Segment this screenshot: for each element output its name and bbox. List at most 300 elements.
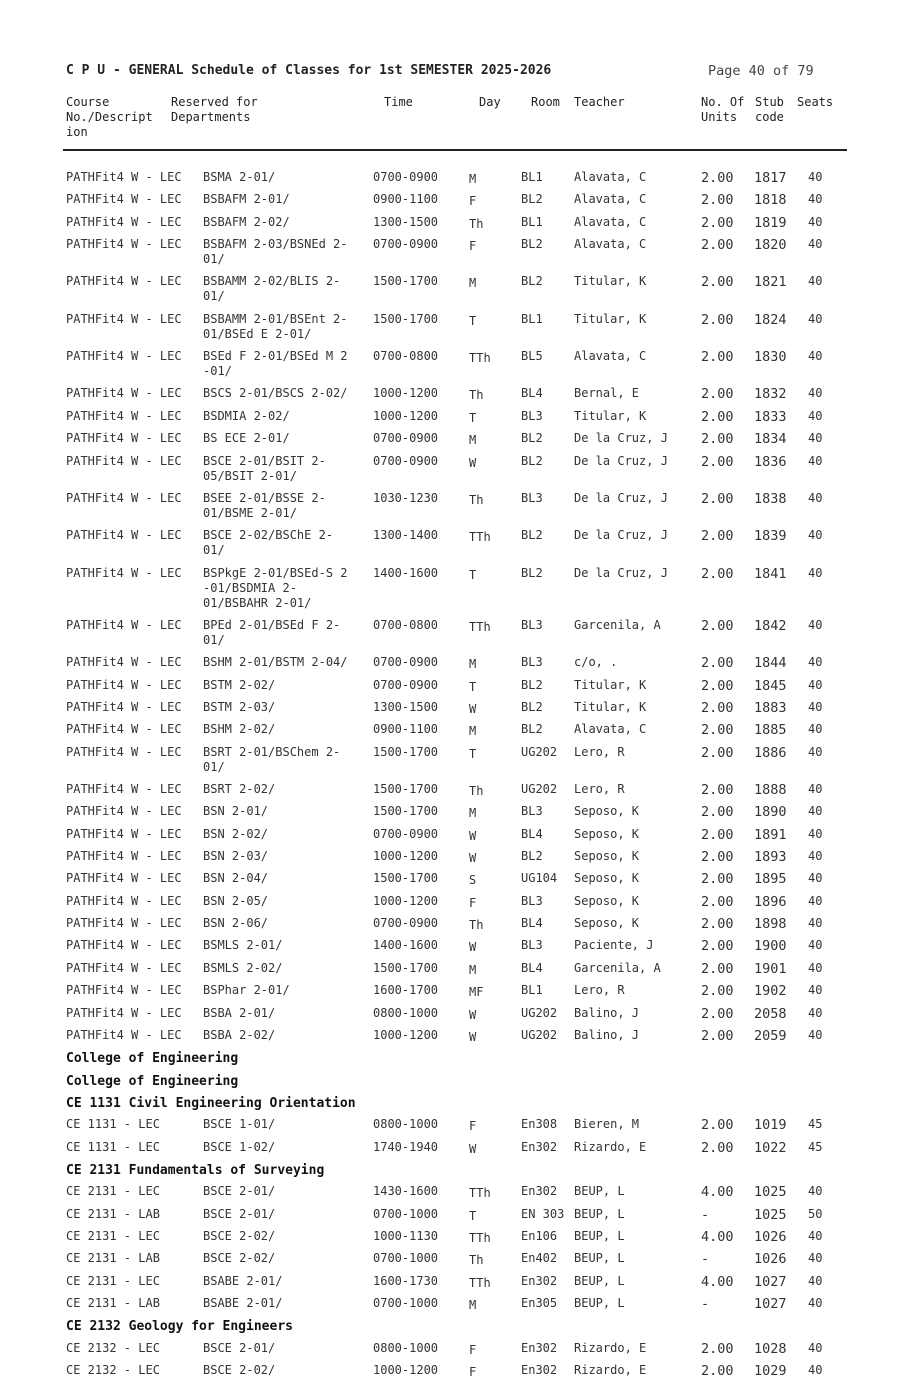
stub-code-cell: 1845 — [754, 677, 787, 694]
department-cell: BSABE 2-01/ — [203, 1273, 283, 1288]
time-cell: 1500-1700 — [373, 274, 439, 289]
section-heading: College of Engineering — [66, 1051, 239, 1067]
time-cell: 1400-1600 — [373, 938, 439, 953]
room-cell: En302 — [521, 1363, 558, 1378]
course-cell: PATHFit4 W - LEC — [66, 1005, 182, 1020]
department-cell: BSN 2-03/ — [203, 849, 269, 864]
stub-code-cell: 1883 — [754, 699, 787, 716]
teacher-cell: Titular, K — [574, 699, 647, 714]
teacher-cell: De la Cruz, J — [574, 490, 668, 505]
room-cell: UG104 — [521, 871, 558, 886]
teacher-cell: Seposo, K — [574, 871, 640, 886]
stub-code-cell: 1830 — [754, 349, 787, 366]
column-header-time: Time — [384, 95, 413, 109]
units-cell: 2.00 — [701, 490, 734, 507]
department-cell: BSMLS 2-01/ — [203, 938, 283, 953]
room-cell: En402 — [521, 1251, 558, 1266]
units-cell: 2.00 — [701, 804, 734, 821]
time-cell: 0800-1000 — [373, 1117, 439, 1132]
seats-cell: 40 — [808, 214, 823, 229]
section-heading: CE 2131 Fundamentals of Surveying — [66, 1162, 325, 1178]
units-cell: 2.00 — [701, 744, 734, 761]
teacher-cell: Balino, J — [574, 1027, 640, 1042]
room-cell: En302 — [521, 1273, 558, 1288]
teacher-cell: Seposo, K — [574, 804, 640, 819]
units-cell: 2.00 — [701, 677, 734, 694]
department-cell: BSTM 2-02/ — [203, 677, 276, 692]
department-cell: BSCE 1-02/ — [203, 1139, 276, 1154]
course-cell: PATHFit4 W - LEC — [66, 744, 182, 759]
seats-cell: 40 — [808, 617, 823, 632]
stub-code-cell: 1902 — [754, 983, 787, 1000]
room-cell: BL1 — [521, 983, 543, 998]
department-cell: BSBAFM 2-01/ — [203, 192, 290, 207]
department-cell: BSBAMM 2-01/BSEnt 2- 01/BSEd E 2-01/ — [203, 311, 348, 341]
day-cell: Th — [469, 388, 484, 403]
course-cell: CE 2131 - LAB — [66, 1251, 160, 1266]
department-cell: BSCE 2-01/BSIT 2- 05/BSIT 2-01/ — [203, 453, 326, 483]
course-cell: PATHFit4 W - LEC — [66, 386, 182, 401]
stub-code-cell: 1026 — [754, 1229, 787, 1245]
day-cell: F — [469, 194, 477, 209]
teacher-cell: Titular, K — [574, 274, 647, 289]
room-cell: BL2 — [521, 677, 543, 692]
stub-code-cell: 1895 — [754, 871, 787, 888]
time-cell: 1740-1940 — [373, 1139, 439, 1154]
units-cell: - — [701, 1251, 710, 1268]
time-cell: 0900-1100 — [373, 192, 439, 207]
room-cell: BL5 — [521, 349, 543, 364]
teacher-cell: BEUP, L — [574, 1229, 625, 1243]
time-cell: 1300-1500 — [373, 699, 439, 714]
room-cell: BL4 — [521, 960, 543, 975]
course-cell: CE 1131 - LEC — [66, 1117, 160, 1132]
stub-code-cell: 1832 — [754, 386, 787, 403]
time-cell: 0900-1100 — [373, 722, 439, 737]
teacher-cell: BEUP, L — [574, 1206, 625, 1221]
day-cell: T — [469, 567, 477, 582]
units-cell: 2.00 — [701, 1363, 734, 1380]
day-cell: Th — [469, 492, 484, 507]
room-cell: BL1 — [521, 311, 543, 326]
teacher-cell: Alavata, C — [574, 237, 647, 252]
units-cell: 2.00 — [701, 1005, 734, 1022]
units-cell: 2.00 — [701, 565, 734, 582]
day-cell: M — [469, 433, 477, 448]
seats-cell: 40 — [808, 826, 823, 841]
room-cell: BL2 — [521, 565, 543, 580]
room-cell: BL3 — [521, 804, 543, 819]
units-cell: 2.00 — [701, 214, 734, 231]
time-cell: 0700-0900 — [373, 655, 439, 670]
seats-cell: 40 — [808, 849, 823, 864]
stub-code-cell: 2058 — [754, 1005, 787, 1022]
teacher-cell: Bernal, E — [574, 386, 640, 401]
course-cell: PATHFit4 W - LEC — [66, 408, 182, 423]
time-cell: 0700-0900 — [373, 677, 439, 692]
teacher-cell: Balino, J — [574, 1005, 640, 1020]
stub-code-cell: 1888 — [754, 782, 787, 798]
day-cell: TTh — [469, 1186, 491, 1201]
stub-code-cell: 1029 — [754, 1363, 787, 1380]
seats-cell: 40 — [808, 311, 823, 326]
seats-cell: 40 — [808, 192, 823, 207]
course-cell: PATHFit4 W - LEC — [66, 871, 182, 886]
day-cell: TTh — [469, 1275, 491, 1290]
time-cell: 1000-1200 — [373, 386, 439, 401]
room-cell: EN 303 — [521, 1206, 565, 1221]
day-cell: TTh — [469, 1231, 491, 1245]
day-cell: F — [469, 1119, 477, 1134]
day-cell: MF — [469, 985, 484, 1000]
day-cell: Th — [469, 1253, 484, 1268]
department-cell: BSRT 2-01/BSChem 2- 01/ — [203, 744, 341, 774]
course-cell: PATHFit4 W - LEC — [66, 938, 182, 953]
units-cell: 2.00 — [701, 893, 734, 910]
seats-cell: 40 — [808, 237, 823, 252]
seats-cell: 40 — [808, 938, 823, 953]
department-cell: BPEd 2-01/BSEd F 2- 01/ — [203, 617, 341, 647]
seats-cell: 40 — [808, 782, 823, 796]
stub-code-cell: 1844 — [754, 655, 787, 672]
department-cell: BSRT 2-02/ — [203, 782, 276, 796]
room-cell: UG202 — [521, 1005, 558, 1020]
course-cell: CE 1131 - LEC — [66, 1139, 160, 1154]
units-cell: 2.00 — [701, 849, 734, 866]
time-cell: 1030-1230 — [373, 490, 439, 505]
department-cell: BSCE 2-01/ — [203, 1340, 276, 1355]
time-cell: 1600-1730 — [373, 1273, 439, 1288]
seats-cell: 40 — [808, 490, 823, 505]
course-cell: PATHFit4 W - LEC — [66, 617, 182, 632]
section-heading: College of Engineering — [66, 1073, 239, 1089]
seats-cell: 50 — [808, 1206, 823, 1221]
seats-cell: 40 — [808, 1027, 823, 1042]
seats-cell: 40 — [808, 431, 823, 446]
units-cell: 2.00 — [701, 782, 734, 798]
teacher-cell: BEUP, L — [574, 1251, 625, 1266]
stub-code-cell: 1820 — [754, 237, 787, 254]
department-cell: BSCE 2-02/BSChE 2- 01/ — [203, 528, 334, 558]
units-cell: 2.00 — [701, 655, 734, 672]
course-cell: PATHFit4 W - LEC — [66, 782, 182, 796]
room-cell: BL3 — [521, 408, 543, 423]
teacher-cell: Seposo, K — [574, 916, 640, 931]
teacher-cell: c/o, . — [574, 655, 618, 670]
department-cell: BSCS 2-01/BSCS 2-02/ — [203, 386, 348, 401]
department-cell: BSHM 2-02/ — [203, 722, 276, 737]
time-cell: 1500-1700 — [373, 804, 439, 819]
course-cell: CE 2131 - LEC — [66, 1229, 160, 1243]
units-cell: 2.00 — [701, 1117, 734, 1134]
stub-code-cell: 1819 — [754, 214, 787, 231]
day-cell: M — [469, 724, 477, 739]
course-cell: PATHFit4 W - LEC — [66, 453, 182, 468]
time-cell: 0800-1000 — [373, 1340, 439, 1355]
units-cell: 2.00 — [701, 1027, 734, 1044]
units-cell: 2.00 — [701, 528, 734, 545]
teacher-cell: Garcenila, A — [574, 960, 661, 975]
day-cell: W — [469, 1141, 477, 1156]
day-cell: F — [469, 1365, 477, 1380]
day-cell: W — [469, 455, 477, 470]
time-cell: 0700-1000 — [373, 1251, 439, 1266]
course-cell: PATHFit4 W - LEC — [66, 1027, 182, 1042]
day-cell: T — [469, 1208, 477, 1223]
time-cell: 0700-1000 — [373, 1206, 439, 1221]
room-cell: En308 — [521, 1117, 558, 1132]
teacher-cell: Alavata, C — [574, 349, 647, 364]
stub-code-cell: 1841 — [754, 565, 787, 582]
seats-cell: 40 — [808, 528, 823, 543]
day-cell: M — [469, 962, 477, 977]
seats-cell: 40 — [808, 893, 823, 908]
seats-cell: 40 — [808, 677, 823, 692]
department-cell: BSTM 2-03/ — [203, 699, 276, 714]
day-cell: F — [469, 239, 477, 254]
department-cell: BSBA 2-02/ — [203, 1027, 276, 1042]
units-cell: 2.00 — [701, 170, 734, 186]
stub-code-cell: 1025 — [754, 1206, 787, 1223]
department-cell: BSBAFM 2-02/ — [203, 214, 290, 229]
room-cell: En305 — [521, 1296, 558, 1311]
department-cell: BSBAMM 2-02/BLIS 2- 01/ — [203, 274, 341, 304]
room-cell: BL2 — [521, 431, 543, 446]
department-cell: BSEE 2-01/BSSE 2- 01/BSME 2-01/ — [203, 490, 326, 520]
column-header-course: Course No./Descript ion — [66, 95, 153, 139]
units-cell: 2.00 — [701, 617, 734, 634]
department-cell: BSBAFM 2-03/BSNEd 2- 01/ — [203, 237, 348, 267]
course-cell: PATHFit4 W - LEC — [66, 893, 182, 908]
units-cell: 2.00 — [701, 938, 734, 955]
teacher-cell: Garcenila, A — [574, 617, 661, 632]
seats-cell: 40 — [808, 1251, 823, 1266]
day-cell: F — [469, 1342, 477, 1357]
section-heading: CE 2132 Geology for Engineers — [66, 1319, 293, 1335]
course-cell: PATHFit4 W - LEC — [66, 274, 182, 289]
teacher-cell: BEUP, L — [574, 1184, 625, 1199]
department-cell: BSPhar 2-01/ — [203, 983, 290, 998]
time-cell: 0700-0900 — [373, 237, 439, 252]
seats-cell: 40 — [808, 453, 823, 468]
stub-code-cell: 1890 — [754, 804, 787, 821]
column-header-day: Day — [479, 95, 501, 109]
room-cell: BL4 — [521, 826, 543, 841]
stub-code-cell: 1824 — [754, 311, 787, 328]
stub-code-cell: 1028 — [754, 1340, 787, 1357]
column-header-stub: Stub code — [755, 95, 784, 124]
room-cell: BL4 — [521, 916, 543, 931]
department-cell: BS ECE 2-01/ — [203, 431, 290, 446]
units-cell: 2.00 — [701, 722, 734, 739]
units-cell: 2.00 — [701, 960, 734, 977]
room-cell: UG202 — [521, 744, 558, 759]
units-cell: 2.00 — [701, 871, 734, 888]
seats-cell: 40 — [808, 1229, 823, 1243]
seats-cell: 40 — [808, 1363, 823, 1378]
units-cell: 2.00 — [701, 1139, 734, 1156]
section-heading: CE 1131 Civil Engineering Orientation — [66, 1095, 356, 1111]
room-cell: UG202 — [521, 782, 558, 796]
time-cell: 0700-0900 — [373, 170, 439, 184]
units-cell: 2.00 — [701, 192, 734, 209]
department-cell: BSCE 2-02/ — [203, 1251, 276, 1266]
column-header-teacher: Teacher — [574, 95, 625, 109]
time-cell: 1500-1700 — [373, 960, 439, 975]
course-cell: PATHFit4 W - LEC — [66, 849, 182, 864]
stub-code-cell: 1026 — [754, 1251, 787, 1268]
seats-cell: 40 — [808, 744, 823, 759]
room-cell: BL2 — [521, 849, 543, 864]
course-cell: PATHFit4 W - LEC — [66, 490, 182, 505]
department-cell: BSCE 1-01/ — [203, 1117, 276, 1132]
room-cell: En302 — [521, 1340, 558, 1355]
day-cell: M — [469, 172, 477, 186]
time-cell: 1500-1700 — [373, 311, 439, 326]
stub-code-cell: 1893 — [754, 849, 787, 866]
seats-cell: 45 — [808, 1139, 823, 1154]
stub-code-cell: 1891 — [754, 826, 787, 843]
room-cell: BL2 — [521, 722, 543, 737]
time-cell: 1500-1700 — [373, 871, 439, 886]
stub-code-cell: 1025 — [754, 1184, 787, 1201]
day-cell: T — [469, 313, 477, 328]
day-cell: M — [469, 657, 477, 672]
units-cell: 2.00 — [701, 237, 734, 254]
room-cell: BL1 — [521, 170, 543, 184]
seats-cell: 40 — [808, 960, 823, 975]
department-cell: BSCE 2-01/ — [203, 1206, 276, 1221]
seats-cell: 40 — [808, 408, 823, 423]
room-cell: En302 — [521, 1139, 558, 1154]
seats-cell: 40 — [808, 655, 823, 670]
course-cell: PATHFit4 W - LEC — [66, 192, 182, 207]
time-cell: 0700-1000 — [373, 1296, 439, 1311]
teacher-cell: Seposo, K — [574, 826, 640, 841]
teacher-cell: Rizardo, E — [574, 1340, 647, 1355]
course-cell: PATHFit4 W - LEC — [66, 677, 182, 692]
stub-code-cell: 1027 — [754, 1296, 787, 1313]
seats-cell: 40 — [808, 722, 823, 737]
time-cell: 1300-1500 — [373, 214, 439, 229]
course-cell: CE 2132 - LEC — [66, 1363, 160, 1378]
seats-cell: 40 — [808, 804, 823, 819]
day-cell: Th — [469, 918, 484, 933]
page-number: Page 40 of 79 — [708, 63, 814, 79]
time-cell: 0800-1000 — [373, 1005, 439, 1020]
room-cell: BL4 — [521, 386, 543, 401]
course-cell: PATHFit4 W - LEC — [66, 655, 182, 670]
course-cell: PATHFit4 W - LEC — [66, 237, 182, 252]
course-cell: CE 2131 - LAB — [66, 1296, 160, 1311]
teacher-cell: De la Cruz, J — [574, 453, 668, 468]
stub-code-cell: 1839 — [754, 528, 787, 545]
stub-code-cell: 1821 — [754, 274, 787, 291]
time-cell: 1500-1700 — [373, 744, 439, 759]
teacher-cell: Rizardo, E — [574, 1139, 647, 1154]
course-cell: PATHFit4 W - LEC — [66, 826, 182, 841]
units-cell: - — [701, 1296, 710, 1313]
units-cell: 2.00 — [701, 453, 734, 470]
day-cell: T — [469, 679, 477, 694]
course-cell: PATHFit4 W - LEC — [66, 916, 182, 931]
time-cell: 1000-1130 — [373, 1229, 439, 1243]
course-cell: PATHFit4 W - LEC — [66, 170, 182, 184]
time-cell: 1000-1200 — [373, 893, 439, 908]
units-cell: 2.00 — [701, 311, 734, 328]
seats-cell: 40 — [808, 916, 823, 931]
time-cell: 1430-1600 — [373, 1184, 439, 1199]
time-cell: 0700-0800 — [373, 349, 439, 364]
course-cell: PATHFit4 W - LEC — [66, 804, 182, 819]
room-cell: BL3 — [521, 490, 543, 505]
stub-code-cell: 1886 — [754, 744, 787, 761]
day-cell: W — [469, 1029, 477, 1044]
units-cell: 2.00 — [701, 1340, 734, 1357]
seats-cell: 40 — [808, 1005, 823, 1020]
room-cell: UG202 — [521, 1027, 558, 1042]
column-header-units: No. Of Units — [701, 95, 745, 124]
course-cell: PATHFit4 W - LEC — [66, 983, 182, 998]
units-cell: 2.00 — [701, 916, 734, 933]
teacher-cell: Lero, R — [574, 744, 625, 759]
day-cell: Th — [469, 216, 484, 231]
units-cell: - — [701, 1206, 710, 1223]
seats-cell: 40 — [808, 386, 823, 401]
day-cell: T — [469, 410, 477, 425]
day-cell: F — [469, 895, 477, 910]
room-cell: BL3 — [521, 893, 543, 908]
seats-cell: 40 — [808, 1184, 823, 1199]
course-cell: PATHFit4 W - LEC — [66, 528, 182, 543]
seats-cell: 40 — [808, 1273, 823, 1288]
day-cell: T — [469, 746, 477, 761]
stub-code-cell: 1834 — [754, 431, 787, 448]
units-cell: 2.00 — [701, 431, 734, 448]
units-cell: 2.00 — [701, 349, 734, 366]
course-cell: PATHFit4 W - LEC — [66, 431, 182, 446]
stub-code-cell: 2059 — [754, 1027, 787, 1044]
time-cell: 1000-1200 — [373, 408, 439, 423]
units-cell: 4.00 — [701, 1229, 734, 1245]
stub-code-cell: 1896 — [754, 893, 787, 910]
stub-code-cell: 1818 — [754, 192, 787, 209]
teacher-cell: Bieren, M — [574, 1117, 640, 1132]
stub-code-cell: 1900 — [754, 938, 787, 955]
room-cell: BL2 — [521, 699, 543, 714]
course-cell: PATHFit4 W - LEC — [66, 349, 182, 364]
day-cell: S — [469, 873, 477, 888]
course-cell: CE 2131 - LEC — [66, 1184, 160, 1199]
room-cell: En302 — [521, 1184, 558, 1199]
seats-cell: 40 — [808, 1340, 823, 1355]
room-cell: BL3 — [521, 617, 543, 632]
seats-cell: 40 — [808, 565, 823, 580]
course-cell: PATHFit4 W - LEC — [66, 214, 182, 229]
teacher-cell: Rizardo, E — [574, 1363, 647, 1378]
teacher-cell: Paciente, J — [574, 938, 654, 953]
department-cell: BSN 2-04/ — [203, 871, 269, 886]
stub-code-cell: 1836 — [754, 453, 787, 470]
day-cell: TTh — [469, 530, 491, 545]
department-cell: BSN 2-01/ — [203, 804, 269, 819]
units-cell: 2.00 — [701, 408, 734, 425]
teacher-cell: Titular, K — [574, 677, 647, 692]
units-cell: 2.00 — [701, 983, 734, 1000]
day-cell: W — [469, 828, 477, 843]
stub-code-cell: 1019 — [754, 1117, 787, 1134]
teacher-cell: Alavata, C — [574, 192, 647, 207]
